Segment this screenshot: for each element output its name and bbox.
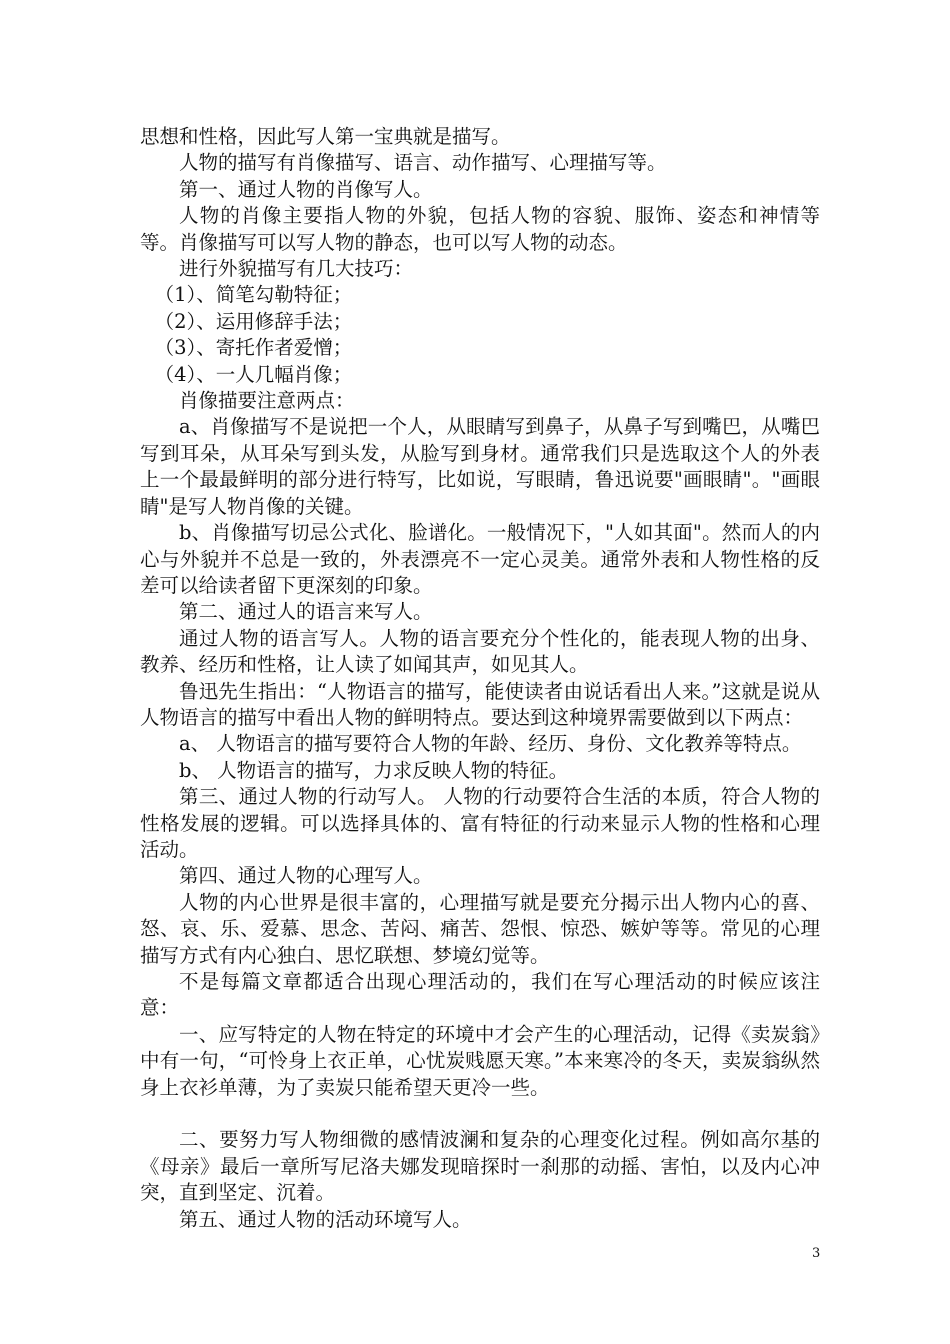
paragraph: 第四、通过人物的心理写人。 xyxy=(179,864,433,888)
paragraph: 第五、通过人物的活动环境写人。 xyxy=(179,1207,472,1231)
paragraph: b、肖像描写切忌公式化、脸谱化。一般情况下，"人如其面"。然而人的内心与外貌并不总是一致的，外表漂亮不一定心灵美。通常外表和人物性格的反差可以给读者留下更深刻的印象。 xyxy=(140,521,820,597)
paragraph: 鲁迅先生指出：“人物语言的描写，能使读者由说话看出人来。”这就是说从人物语言的描写中看出人物的鲜明特点。要达到这种境界需要做到以下两点： xyxy=(140,679,820,729)
paragraph: 第一、通过人物的肖像写人。 xyxy=(179,177,433,201)
page-number: 3 xyxy=(812,1246,821,1261)
list-item: （2）、运用修辞手法； xyxy=(154,309,353,333)
paragraph: 进行外貌描写有几大技巧： xyxy=(179,257,414,281)
paragraph: 思想和性格，因此写人第一宝典就是描写。 xyxy=(140,125,511,148)
page-body xyxy=(140,124,820,1233)
paragraph: a、 人物语言的描写要符合人物的年龄、经历、身份、文化教养等特点。 xyxy=(179,732,802,756)
blank-line xyxy=(140,1101,820,1127)
list-item: （4）、一人几幅肖像； xyxy=(154,362,353,386)
paragraph: 肖像描要注意两点： xyxy=(179,389,355,413)
paragraph: 人物的描写有肖像描写、语言、动作描写、心理描写等。 xyxy=(179,151,667,175)
list-item: （1）、简笔勾勒特征； xyxy=(154,283,353,307)
paragraph: 第二、通过人的语言来写人。 xyxy=(179,600,433,624)
paragraph: 不是每篇文章都适合出现心理活动的，我们在写心理活动的时候应该注意： xyxy=(140,970,820,1020)
paragraph: 人物的内心世界是很丰富的，心理描写就是要充分揭示出人物内心的喜、怒、哀、乐、爱慕、思念、苦闷、痛苦、怨恨、惊恐、嫉妒等等。常见的心理描写方式有内心独白、思忆联想、梦境幻觉等。 xyxy=(140,890,820,967)
list-item: （3）、寄托作者爱憎； xyxy=(154,336,353,360)
paragraph: 通过人物的语言写人。人物的语言要充分个性化的，能表现人物的出身、教养、经历和性格，让人读了如闻其声，如见其人。 xyxy=(140,626,820,677)
paragraph: 人物的肖像主要指人物的外貌，包括人物的容貌、服饰、姿态和神情等等。肖像描写可以写人物的静态，也可以写人物的动态。 xyxy=(140,204,820,254)
paragraph: a、肖像描写不是说把一个人，从眼睛写到鼻子，从鼻子写到嘴巴，从嘴巴写到耳朵，从耳朵写到头发，从脸写到身材。通常我们只是选取这个人的外表上一个最最鲜明的部分进行特写，比如说，写眼睛，鲁迅说要"画眼睛"。"画眼睛"是写人物肖像的关键。 xyxy=(140,415,820,518)
paragraph: b、 人物语言的描写，力求反映人物的特征。 xyxy=(179,758,569,782)
paragraph: 一、应写特定的人物在特定的环境中才会产生的心理活动，记得《卖炭翁》中有一句，“可怜身上衣正单，心忧炭贱愿天寒。”本来寒冷的冬天，卖炭翁纵然身上衣衫单薄，为了卖炭只能希望天更冷一些。 xyxy=(140,1022,820,1099)
paragraph: 二、要努力写人物细微的感情波澜和复杂的心理变化过程。例如高尔基的《母亲》最后一章所写尼洛夫娜发现暗探时一刹那的动摇、害怕，以及内心冲突，直到坚定、沉着。 xyxy=(140,1128,820,1205)
paragraph: 第三、通过人物的行动写人。 人物的行动要符合生活的本质，符合人物的性格发展的逻辑。可以选择具体的、富有特征的行动来显示人物的性格和心理活动。 xyxy=(140,785,820,861)
